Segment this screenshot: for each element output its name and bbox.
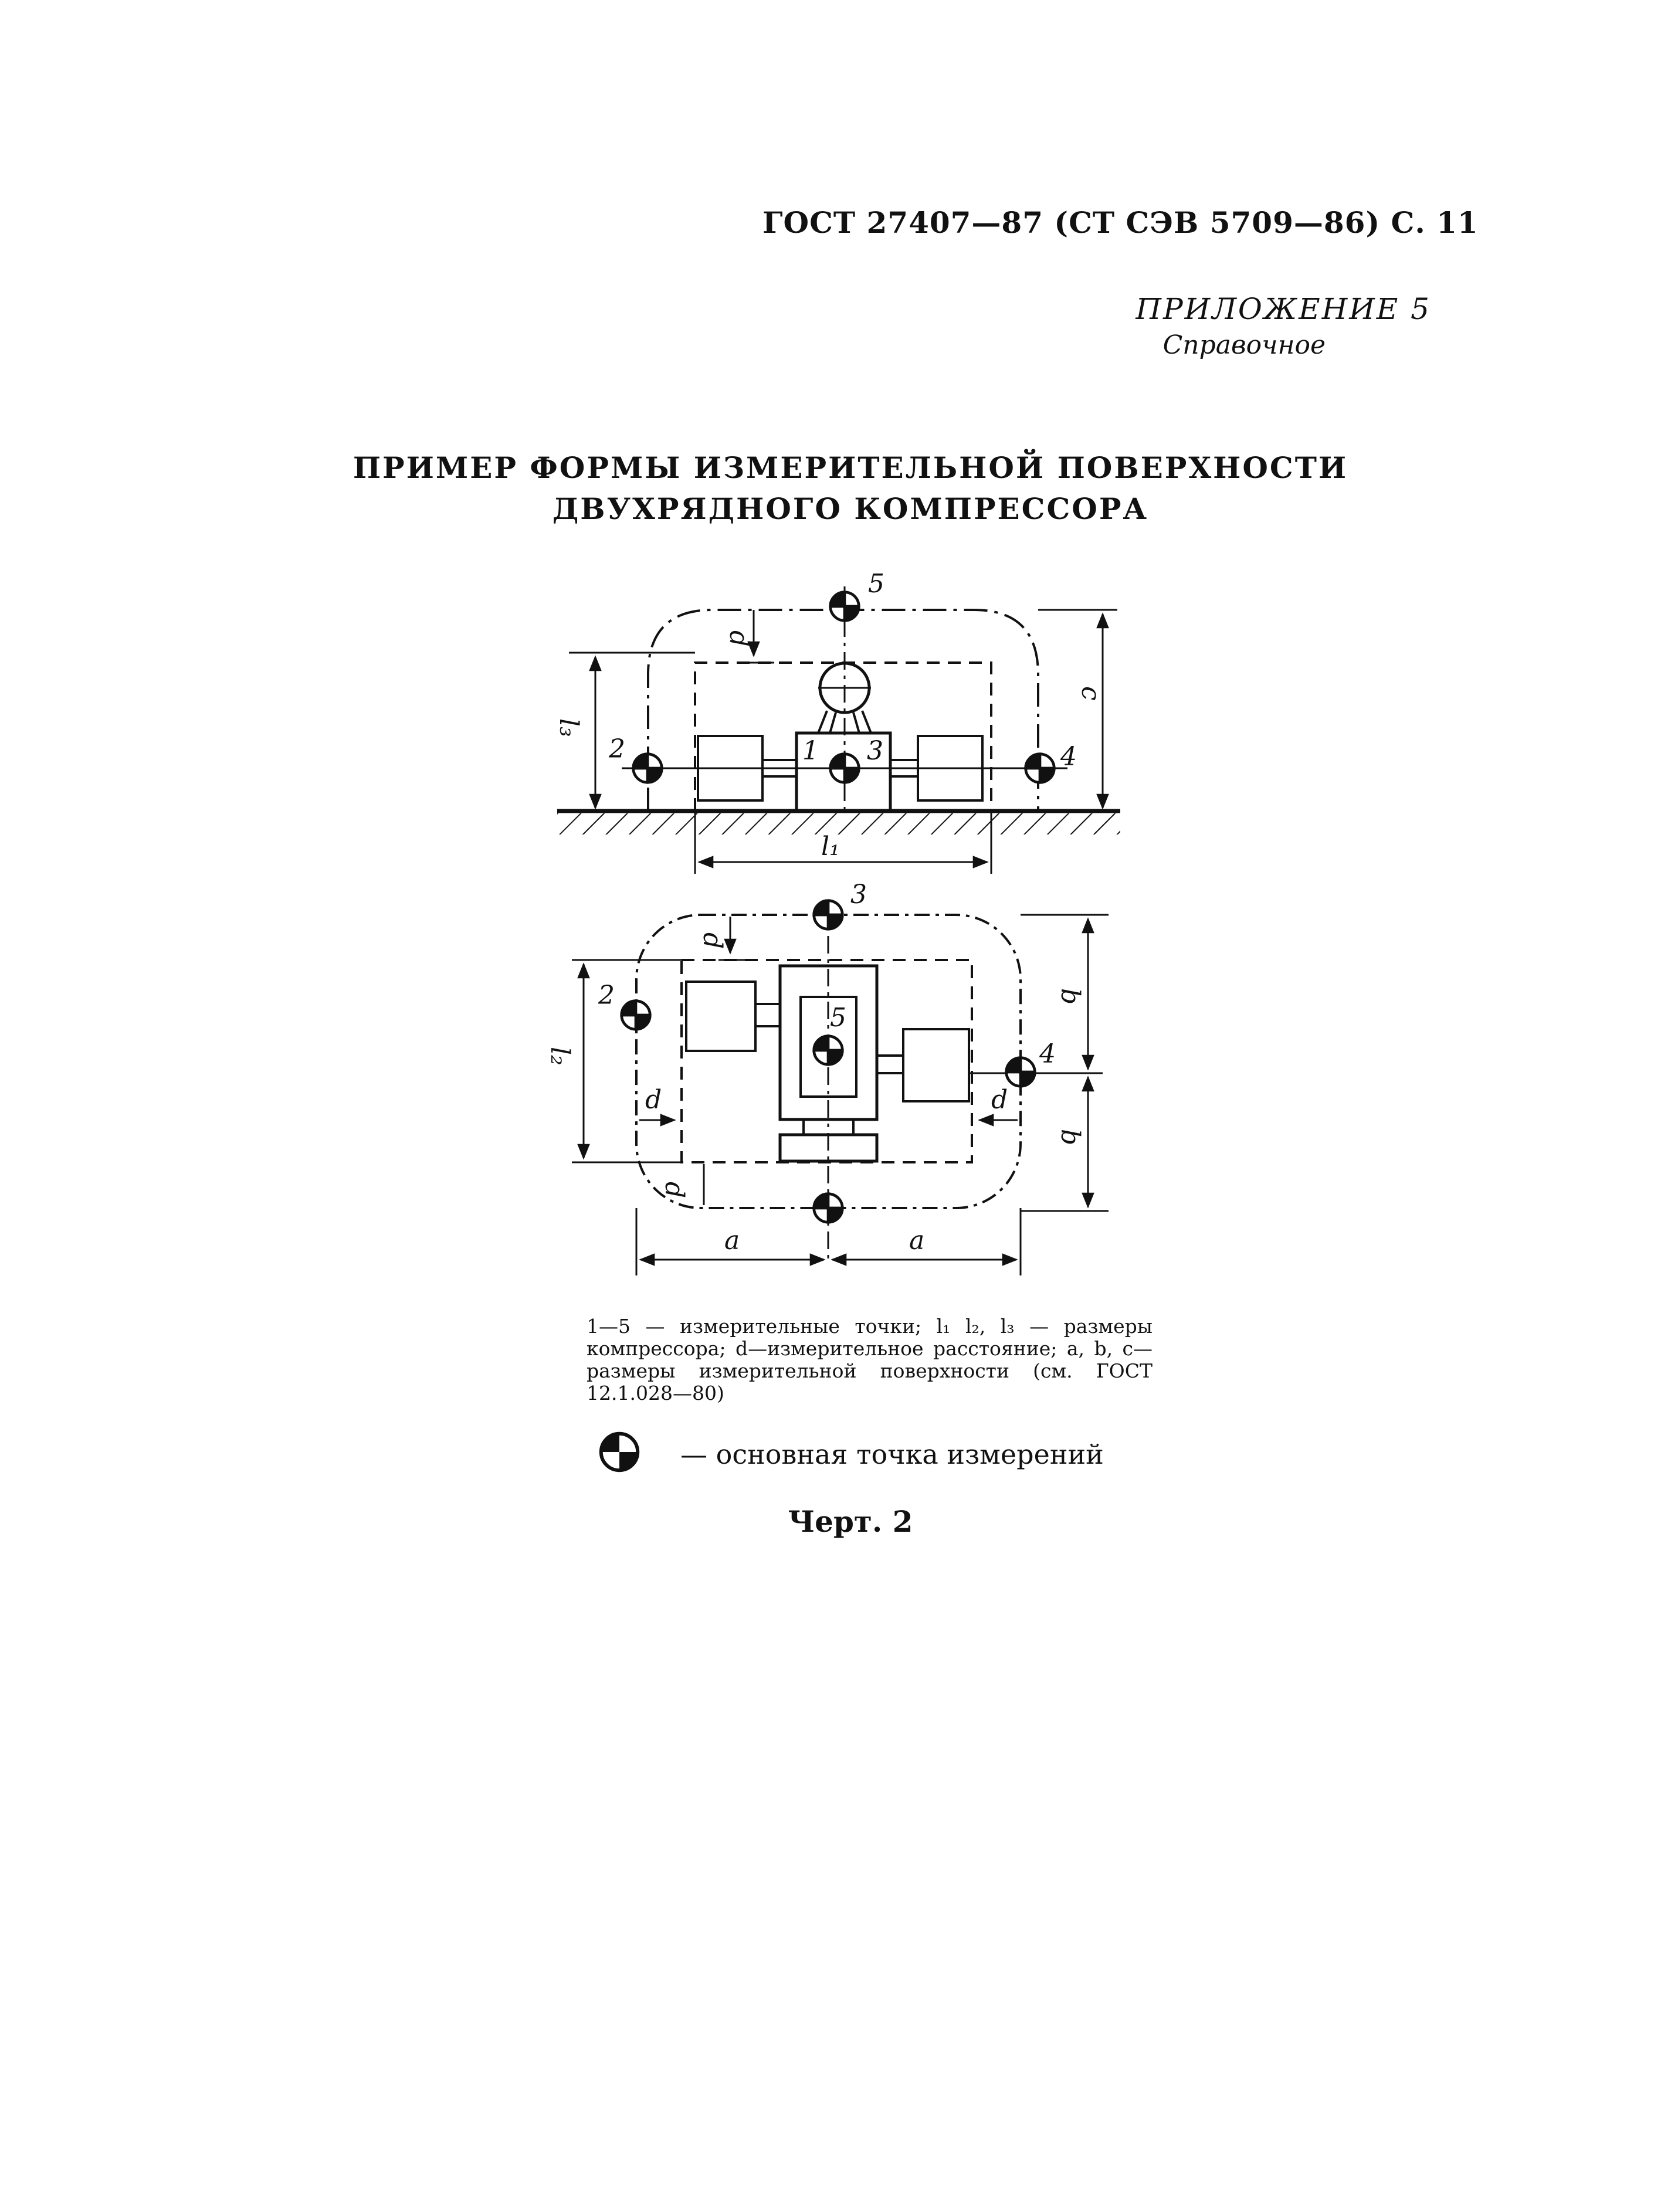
point-label-3-side: 3 bbox=[867, 736, 883, 766]
point-label-2-side: 2 bbox=[609, 734, 625, 764]
dim-label-a-right: a bbox=[909, 1226, 925, 1256]
dim-label-l3: l₃ bbox=[554, 718, 584, 737]
dim-label-c: c bbox=[1076, 686, 1106, 701]
legend-text: — основная точка измерений bbox=[680, 1439, 1104, 1470]
title-line-2: ДВУХРЯДНОГО КОМПРЕССОРА bbox=[552, 491, 1149, 526]
measurement-point-5-side bbox=[831, 592, 859, 621]
dim-label-b-lower: b bbox=[1055, 1129, 1085, 1146]
title-line-1: ПРИМЕР ФОРМЫ ИЗМЕРИТЕЛЬНОЙ ПОВЕРХНОСТИ bbox=[352, 450, 1348, 485]
measurement-point-5-top bbox=[814, 1036, 843, 1065]
figure-label: Черт. 2 bbox=[788, 1504, 913, 1539]
point-label-5-side: 5 bbox=[868, 569, 884, 599]
document-header: ГОСТ 27407—87 (СТ СЭВ 5709—86) С. 11 bbox=[762, 205, 1479, 240]
measurement-point-4-top bbox=[1006, 1058, 1035, 1087]
measurement-point-2-top bbox=[622, 1001, 650, 1030]
point-label-5-top: 5 bbox=[830, 1003, 846, 1033]
dim-label-b-upper: b bbox=[1055, 988, 1085, 1005]
measurement-point-icon bbox=[601, 1434, 638, 1470]
point-label-2-top: 2 bbox=[598, 981, 615, 1010]
point-label-3-top: 3 bbox=[850, 880, 867, 910]
dim-label-l1: l₁ bbox=[821, 832, 840, 861]
side-view bbox=[557, 586, 1120, 874]
appendix-type: Справочное bbox=[1162, 330, 1326, 360]
dim-label-d-top: d bbox=[697, 932, 727, 949]
left-cylinder-top bbox=[686, 982, 755, 1051]
dim-label-d-side: d bbox=[724, 630, 754, 647]
dim-label-d-left: d bbox=[645, 1085, 662, 1115]
right-cylinder-top bbox=[903, 1029, 969, 1101]
dim-label-d-bottom: d bbox=[659, 1182, 689, 1199]
measurement-point-2-side bbox=[633, 754, 662, 783]
figure-caption: 1—5 — измерительные точки; l₁ l₂, l₃ — размеры компрессора; d—измерительное расстояние; a, b, c—размеры измерительной поверхности (см. ГОСТ 12.1.028—80) bbox=[587, 1315, 1153, 1404]
measurement-point-1-side bbox=[831, 754, 859, 783]
appendix-label: ПРИЛОЖЕНИЕ 5 bbox=[1136, 292, 1431, 326]
dim-label-l2: l₂ bbox=[545, 1047, 575, 1066]
point-label-4-side: 4 bbox=[1060, 742, 1077, 772]
point-label-4-top: 4 bbox=[1039, 1039, 1056, 1069]
measurement-point-bottom-top bbox=[814, 1194, 843, 1223]
measurement-point-3-top bbox=[814, 901, 843, 929]
measurement-point-4-side bbox=[1026, 754, 1055, 783]
dim-label-a-left: a bbox=[724, 1226, 740, 1256]
point-label-1-side: 1 bbox=[802, 736, 819, 766]
dim-label-d-right: d bbox=[991, 1085, 1008, 1115]
